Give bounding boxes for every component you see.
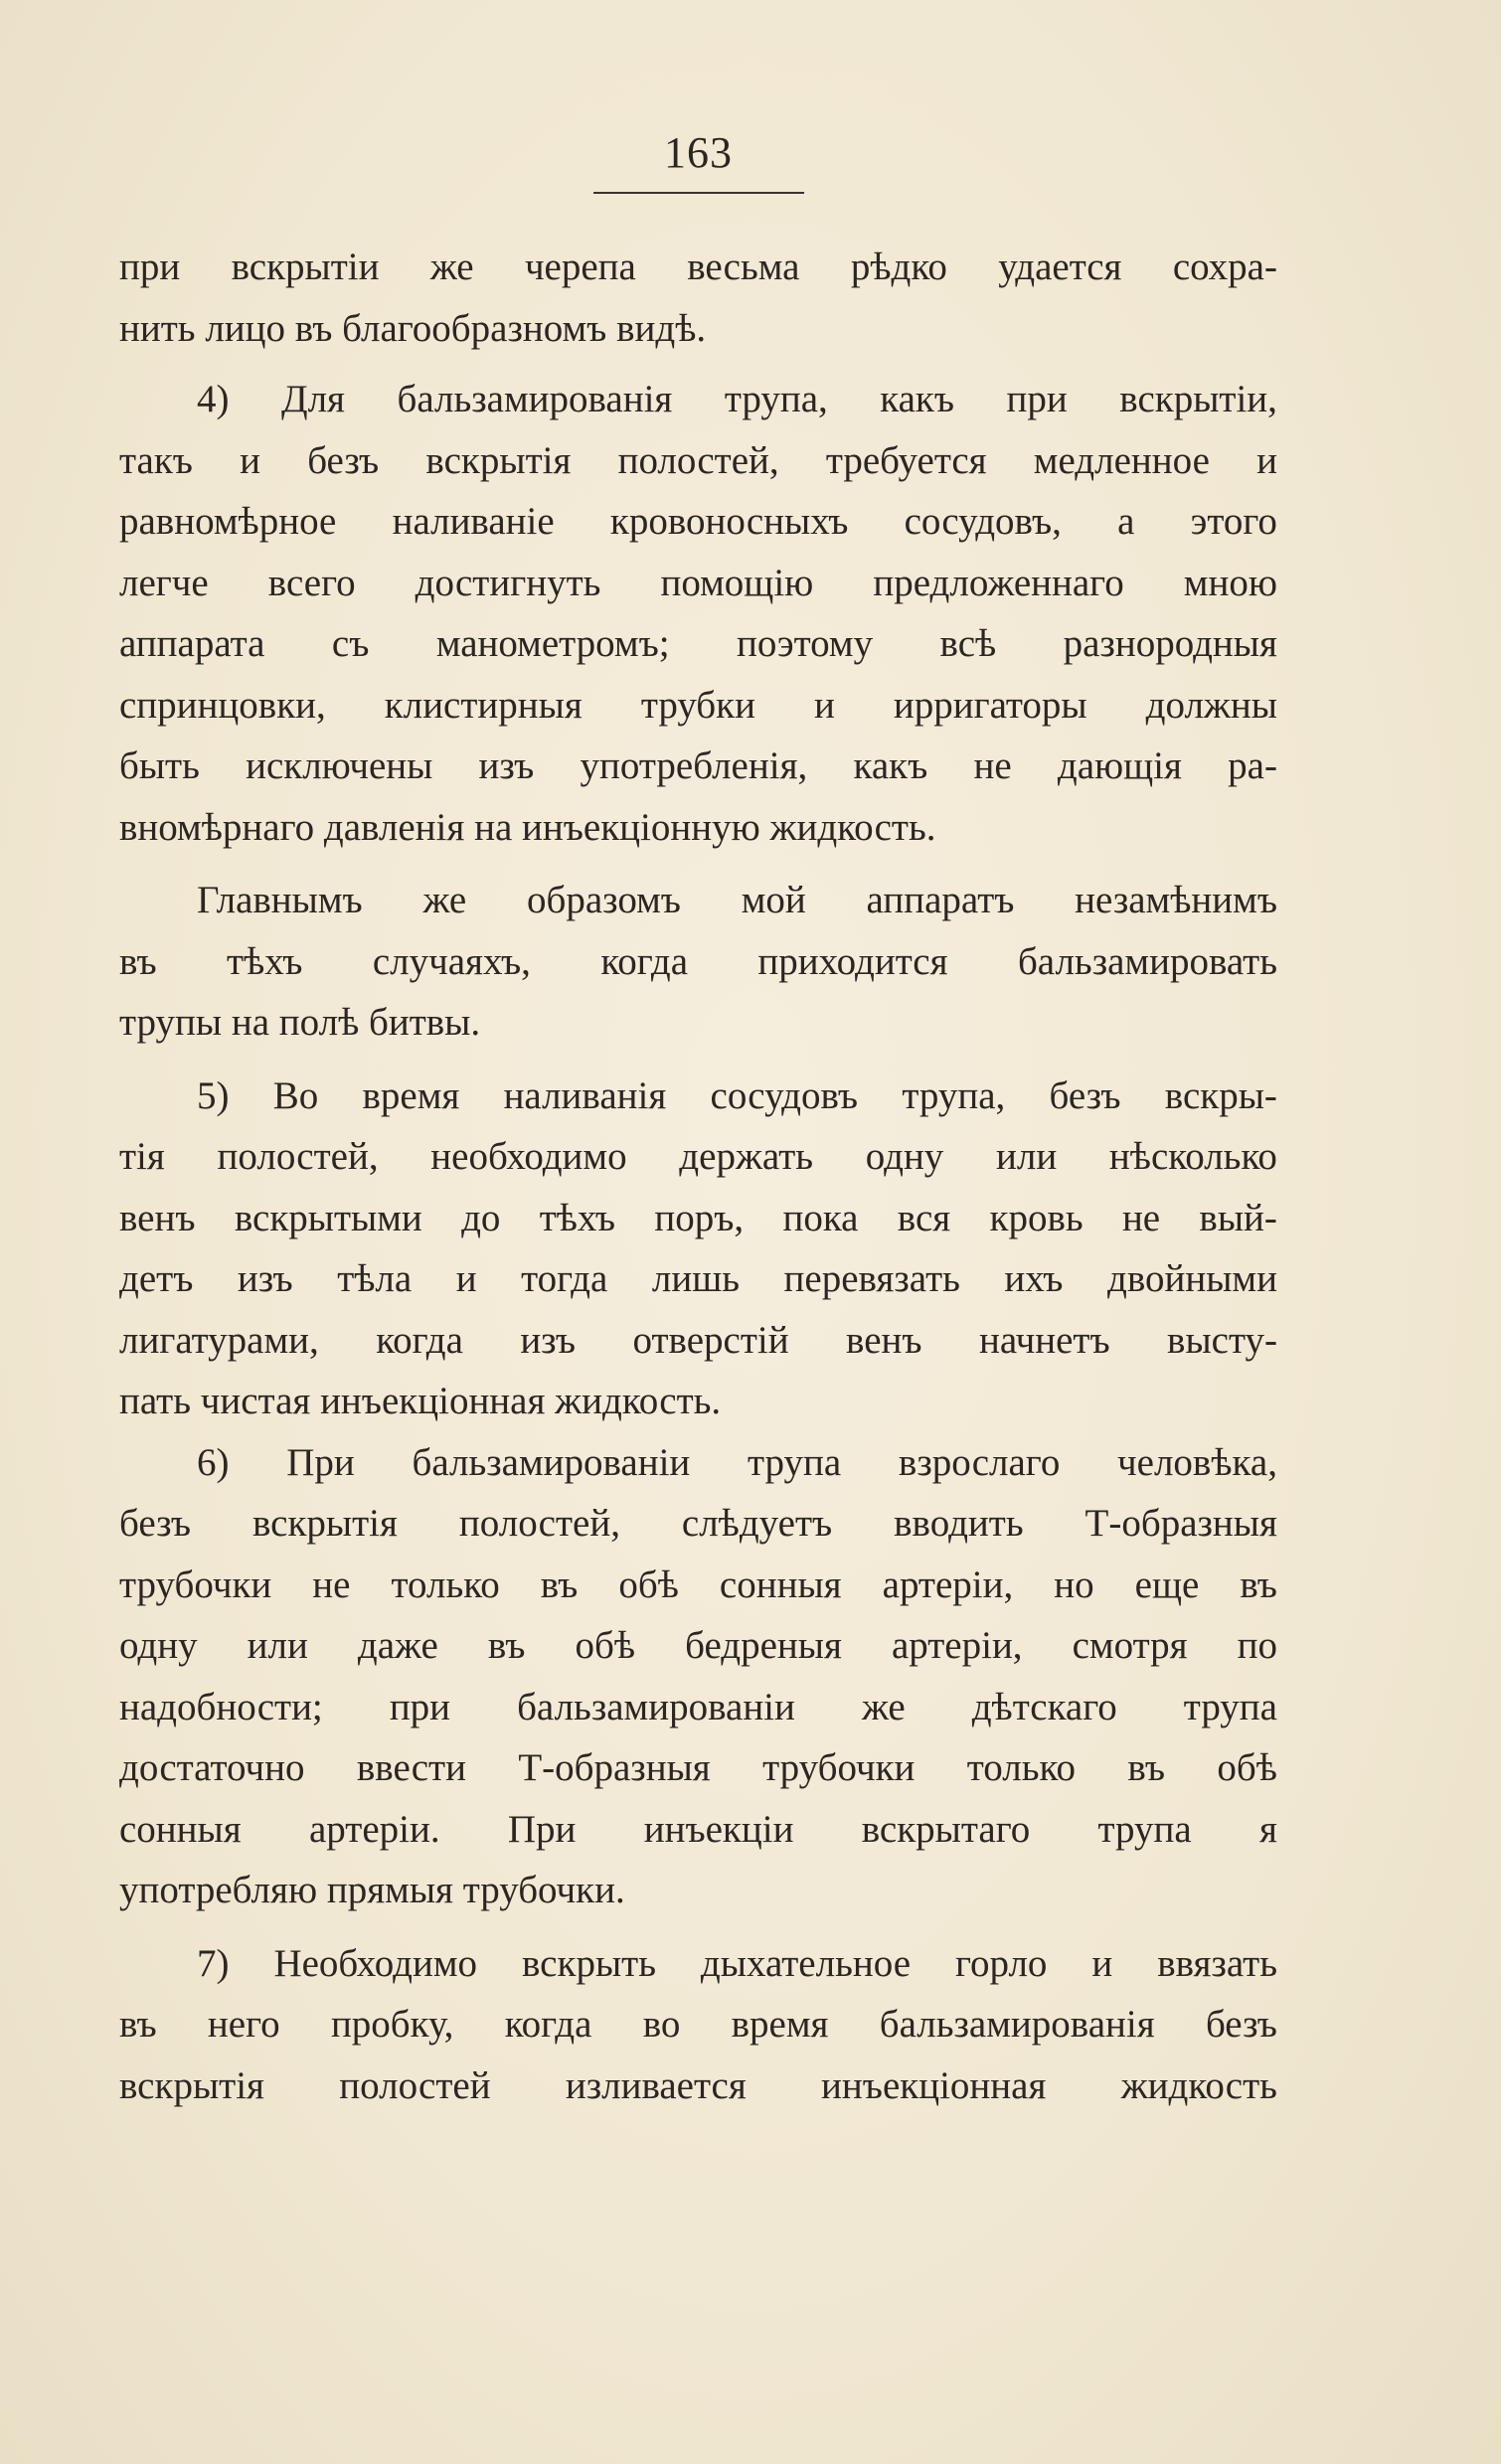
word: только (966, 1746, 1077, 1789)
word: человѣка, (1117, 1440, 1277, 1484)
word: бальзамировать (1017, 939, 1277, 983)
word: обѣ (618, 1562, 679, 1606)
paragraph-item-6 (119, 1432, 1277, 1921)
word: разнородныя (1063, 622, 1277, 665)
word: аппарата (119, 622, 265, 665)
word: при (389, 1685, 451, 1728)
word: Главнымъ (197, 879, 363, 921)
word: же (429, 246, 474, 288)
text-line (119, 613, 1277, 675)
paragraph-item-4 (119, 369, 1277, 858)
word: взрослаго (898, 1440, 1061, 1484)
text-line (119, 369, 1277, 430)
word: него (207, 2003, 280, 2046)
word: бедреныя (685, 1624, 842, 1667)
word: вся (897, 1196, 951, 1239)
word: 7) (197, 1941, 230, 1985)
text-line (119, 1933, 1277, 1995)
word: полостей, (458, 1502, 620, 1545)
word: начнетъ (979, 1318, 1110, 1362)
word: всѣ (939, 622, 997, 665)
word: Т-образныя (518, 1746, 711, 1789)
word: сосудовъ (710, 1073, 859, 1117)
word: безъ (1049, 1073, 1121, 1117)
word: бальзамированія (397, 378, 673, 420)
word: держать (679, 1135, 814, 1178)
word: помощію (660, 561, 814, 604)
word: детъ (119, 1257, 194, 1300)
word: удается (998, 246, 1122, 288)
word: артеріи, (882, 1562, 1014, 1606)
word: трупа, (724, 378, 828, 420)
word: достигнуть (415, 561, 601, 604)
word: тія (119, 1135, 165, 1178)
paragraph-item-5 (119, 1066, 1277, 1432)
word: въ (119, 939, 157, 983)
text-line (119, 237, 1277, 298)
word: артеріи, (891, 1624, 1023, 1667)
word: обѣ (1217, 1746, 1277, 1789)
word: незамѣнимъ (1075, 879, 1277, 921)
text-line (119, 1248, 1277, 1310)
word: нѣсколько (1108, 1135, 1277, 1178)
word: спринцовки, (119, 683, 326, 727)
word: поэтому (737, 622, 874, 665)
word: одну (865, 1135, 944, 1178)
word: мною (1183, 561, 1277, 604)
word: въ (1127, 1746, 1166, 1789)
word: даже (357, 1624, 438, 1667)
word: трубочки (119, 1562, 272, 1606)
word: такъ (119, 438, 193, 482)
word: артеріи. (308, 1807, 440, 1851)
text-line (119, 1188, 1277, 1249)
word: должны (1145, 683, 1277, 727)
word: предложеннаго (873, 561, 1124, 604)
text-line (119, 491, 1277, 553)
word: какъ (880, 378, 955, 420)
word: полостей, (617, 438, 779, 482)
word: безъ (307, 438, 380, 482)
word: употребленія, (580, 744, 808, 787)
word: Т-образныя (1084, 1502, 1277, 1545)
word: клистирныя (384, 683, 583, 727)
word: и (813, 683, 835, 727)
text-line (119, 1432, 1277, 1494)
word: двойными (1107, 1257, 1277, 1300)
word: бальзамированія (879, 2003, 1155, 2046)
word: Необходимо (273, 1941, 478, 1985)
word: во (642, 2003, 681, 2046)
word: пока (782, 1196, 859, 1239)
word: требуется (825, 438, 987, 482)
word: трупа (1097, 1807, 1192, 1851)
word: смотря (1072, 1624, 1188, 1667)
word: мой (741, 879, 806, 921)
word: высту- (1167, 1318, 1277, 1362)
text-line: пать чистая инъекціонная жидкость. (119, 1380, 722, 1422)
word: отверстій (632, 1318, 789, 1362)
text-line (119, 2055, 1277, 2117)
word: въ (540, 1562, 579, 1606)
word: При (286, 1440, 355, 1484)
word: венъ (119, 1196, 196, 1239)
word: горло (954, 1941, 1048, 1985)
word: и (1091, 1941, 1113, 1985)
word: дѣтскаго (971, 1685, 1117, 1728)
word: трупа, (902, 1073, 1006, 1117)
word: изъ (520, 1318, 577, 1362)
word: наливанія (503, 1073, 667, 1117)
word: вскрыть (522, 1941, 656, 1985)
word: 6) (197, 1440, 230, 1484)
word: вскрытаго (861, 1807, 1031, 1851)
word: вскрытія (119, 2063, 264, 2107)
word: бальзамированіи (412, 1440, 691, 1484)
text-line (119, 1493, 1277, 1555)
word: весьма (687, 246, 800, 288)
word: достаточно (119, 1746, 305, 1789)
word: же (861, 1685, 906, 1728)
word: трупа (748, 1440, 842, 1484)
text-line: трупы на полѣ битвы. (119, 1001, 481, 1044)
word: лигатурами, (119, 1318, 319, 1362)
word: надобности; (119, 1685, 323, 1728)
text-line (119, 870, 1277, 931)
text-line (119, 1555, 1277, 1616)
word: трубки (640, 683, 755, 727)
word: изъ (237, 1257, 293, 1300)
word: вскрытыми (234, 1196, 422, 1239)
text-line (119, 1066, 1277, 1127)
book-page (119, 0, 1277, 2464)
text-line (119, 430, 1277, 492)
word: при (1006, 378, 1068, 420)
word: этого (1190, 500, 1277, 543)
word: я (1259, 1807, 1277, 1851)
word: перевязать (783, 1257, 960, 1300)
word: равномѣрное (119, 500, 337, 543)
word: сонныя (119, 1807, 242, 1851)
word: тѣхъ (227, 939, 303, 983)
text-line (119, 675, 1277, 737)
word: же (422, 879, 467, 921)
word: въ (487, 1624, 526, 1667)
word: или (247, 1624, 308, 1667)
word: вводить (894, 1502, 1024, 1545)
paragraph-main-point (119, 870, 1277, 1054)
word: манометромъ; (435, 622, 670, 665)
word: ввязать (1157, 1941, 1277, 1985)
text-line (119, 1677, 1277, 1738)
text-line (119, 1799, 1277, 1861)
word: бальзамированіи (517, 1685, 795, 1728)
word: не (1121, 1196, 1161, 1239)
word: а (1117, 500, 1135, 543)
text-line: нить лицо въ благообразномъ видѣ. (119, 306, 707, 350)
word: трупа (1183, 1685, 1277, 1728)
text-line (119, 736, 1277, 797)
word: съ (331, 622, 370, 665)
word: ввести (356, 1746, 466, 1789)
word: инъекціонная (821, 2063, 1047, 2107)
word: по (1237, 1624, 1277, 1667)
page-number-rule (593, 192, 804, 194)
word: изъ (478, 744, 535, 787)
word: тогда (521, 1257, 608, 1300)
word: время (731, 2003, 829, 2046)
word: лишь (651, 1257, 741, 1300)
word: при (119, 246, 181, 288)
word: черепа (524, 246, 636, 288)
word: дающія (1057, 744, 1182, 787)
word: 4) (197, 378, 230, 420)
word: сонныя (719, 1562, 842, 1606)
word: не (973, 744, 1012, 787)
word: ихъ (1004, 1257, 1064, 1300)
word: тѣла (337, 1257, 413, 1300)
word: необходимо (430, 1135, 627, 1178)
word: поръ, (654, 1196, 745, 1239)
word: исключены (246, 744, 433, 787)
text-line (119, 1126, 1277, 1188)
word: кровь (989, 1196, 1084, 1239)
text-line (119, 553, 1277, 614)
word: вскрытіи, (1119, 378, 1277, 420)
word: сосудовъ, (904, 500, 1062, 543)
word: въ (119, 2003, 157, 2046)
word: ра- (1228, 744, 1277, 787)
word: вскрытія (251, 1502, 398, 1545)
word: но (1054, 1562, 1094, 1606)
text-line (119, 1615, 1277, 1677)
word: безъ (119, 1502, 192, 1545)
word: въ (1240, 1562, 1277, 1606)
page-number: 163 (664, 128, 733, 177)
word: и (240, 438, 261, 482)
word: слѣдуетъ (681, 1502, 833, 1545)
word: пробку, (330, 2003, 454, 2046)
word: полостей (339, 2063, 491, 2107)
word: и (455, 1257, 477, 1300)
text-line (119, 931, 1277, 993)
word: быть (119, 744, 200, 787)
word: и (1256, 438, 1277, 482)
word: когда (504, 2003, 592, 2046)
word: наливаніе (392, 500, 555, 543)
word: приходится (757, 939, 948, 983)
word: 5) (197, 1073, 230, 1117)
word: полостей, (217, 1135, 379, 1178)
paragraph-continuation (119, 237, 1277, 359)
word: образомъ (527, 879, 681, 921)
word: вскры- (1164, 1073, 1277, 1117)
word: кровоносныхъ (609, 500, 849, 543)
word: вскрытія (425, 438, 572, 482)
word: жидкость (1120, 2063, 1277, 2107)
word: обѣ (575, 1624, 636, 1667)
word: дыхательное (700, 1941, 912, 1985)
word: аппаратъ (866, 879, 1015, 921)
word: вскрытіи (231, 246, 380, 288)
word: или (996, 1135, 1058, 1178)
word: всего (267, 561, 356, 604)
word: какъ (853, 744, 928, 787)
word: вый- (1199, 1196, 1277, 1239)
word: легче (119, 561, 209, 604)
text-line: вномѣрнаго давленія на инъекціонную жидкость. (119, 805, 936, 849)
word: еще (1134, 1562, 1200, 1606)
word: При (507, 1807, 577, 1851)
word: трубочки (762, 1746, 916, 1789)
word: Для (280, 378, 345, 420)
word: изливается (565, 2063, 747, 2107)
word: одну (119, 1624, 198, 1667)
word: когда (600, 939, 689, 983)
word: безъ (1205, 2003, 1277, 2046)
word: не (312, 1562, 351, 1606)
word: медленное (1033, 438, 1210, 482)
word: когда (376, 1318, 463, 1362)
word: тѣхъ (539, 1196, 616, 1239)
word: до (461, 1196, 501, 1239)
word: случаяхъ, (372, 939, 531, 983)
word: рѣдко (850, 246, 947, 288)
text-line (119, 1737, 1277, 1799)
text-line: употребляю прямыя трубочки. (119, 1869, 625, 1911)
word: инъекціи (643, 1807, 794, 1851)
paragraph-item-7 (119, 1933, 1277, 2117)
word: время (362, 1073, 460, 1117)
word: Во (272, 1073, 319, 1117)
text-line (119, 1310, 1277, 1372)
word: ирригаторы (893, 683, 1087, 727)
text-line (119, 1994, 1277, 2055)
word: только (391, 1562, 500, 1606)
word: сохра- (1172, 246, 1277, 288)
page-body (119, 237, 1277, 2116)
word: венъ (846, 1318, 922, 1362)
